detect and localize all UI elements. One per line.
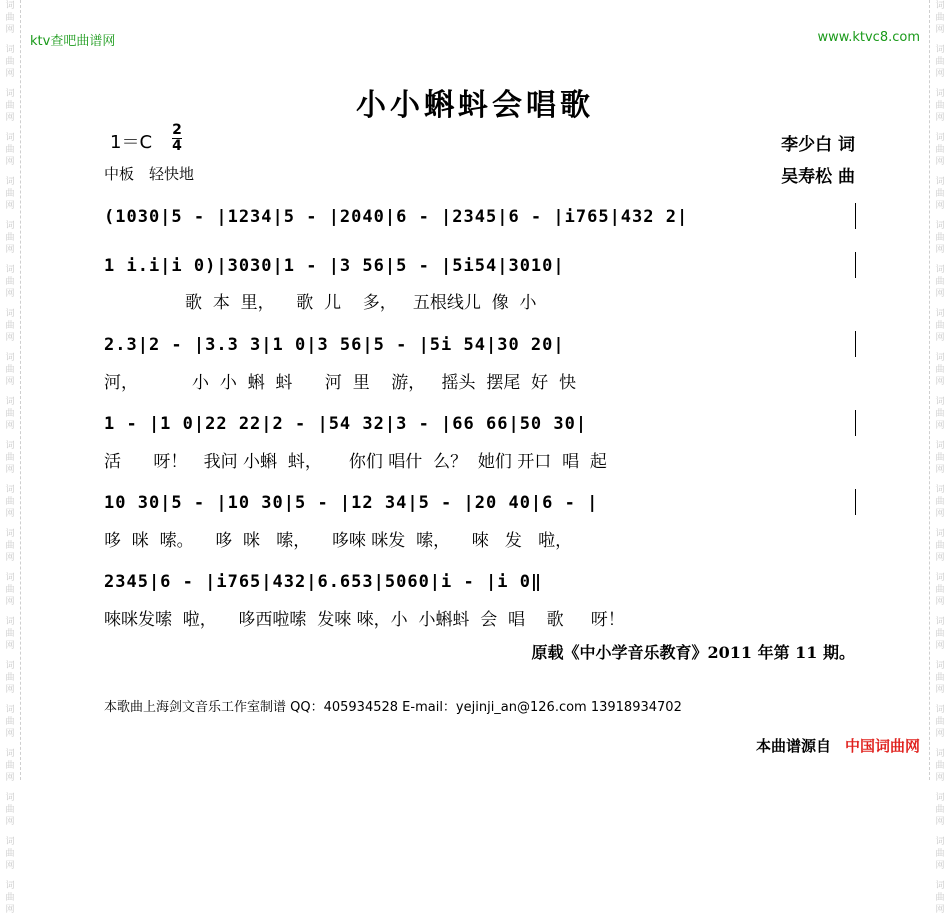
side-watermark-char: 网 [5,465,15,475]
side-watermark-char: 词 [935,45,945,55]
side-watermark-char: 网 [935,113,945,123]
side-watermark-char: 曲 [5,541,15,551]
side-watermark-char: 曲 [935,673,945,683]
side-watermark-char: 网 [935,421,945,431]
side-watermark-char: 曲 [935,365,945,375]
side-watermark-char: 词 [5,133,15,143]
side-watermark-char: 词 [5,793,15,803]
side-watermark-char: 词 [5,573,15,583]
side-watermark-char: 词 [935,837,945,847]
side-watermark-char: 曲 [935,409,945,419]
side-watermark-char: 词 [5,309,15,319]
bottom-source-site[interactable]: 中国词曲网 [844,737,920,755]
side-watermark-char: 曲 [5,893,15,903]
side-watermark-char: 词 [5,881,15,891]
side-watermark-char: 词 [5,177,15,187]
side-watermark-char: 曲 [5,849,15,859]
side-watermark-char: 曲 [5,409,15,419]
tempo-marking: 中板 轻快地 [104,165,195,183]
side-watermark-char: 曲 [935,893,945,903]
side-watermark-char: 词 [935,441,945,451]
side-watermark-char: 曲 [935,585,945,595]
watermark-right: www.ktvc8.com [817,30,920,45]
side-watermark-char: 词 [935,573,945,583]
side-watermark-char: 词 [935,397,945,407]
side-watermark-char: 曲 [5,321,15,331]
side-watermark-char: 词 [5,617,15,627]
side-watermark-char: 网 [935,377,945,387]
side-watermark-char: 曲 [935,761,945,771]
side-watermark-char: 曲 [935,717,945,727]
side-watermark-char: 网 [5,333,15,343]
side-watermark-char: 曲 [5,101,15,111]
side-watermark-char: 网 [5,157,15,167]
composer-credit: 吴寿松 曲 [781,167,855,187]
side-watermark-char: 词 [5,353,15,363]
side-watermark-char: 网 [5,201,15,211]
side-watermark-char: 曲 [5,717,15,727]
lyrics-row-3: 河， 小 小 蝌 蚪 河 里 游， 摇头 摆尾 好 快 [104,373,576,393]
side-watermark-char: 词 [5,89,15,99]
side-watermark-char: 词 [935,309,945,319]
side-watermark-char: 词 [935,177,945,187]
side-watermark-char: 曲 [935,541,945,551]
side-watermark-char: 词 [5,837,15,847]
side-watermark-char: 词 [935,89,945,99]
side-watermark-char: 曲 [935,233,945,243]
side-watermark-char: 词 [5,661,15,671]
side-watermark-char: 网 [935,817,945,827]
side-watermark-char: 词 [5,749,15,759]
song-title: 小小蝌蚪会唱歌 [356,88,594,123]
lyrics-row-6: 唻咪发嗦 啦， 哆西啦嗦 发唻 唻，小 小蝌蚪 会 唱 歌 呀！ [104,610,625,630]
side-watermark-char: 网 [5,377,15,387]
side-watermark-char: 曲 [935,849,945,859]
side-watermark-char: 词 [935,749,945,759]
notes-row-1: (1030|5 - |1234|5 - |2040|6 - |2345|6 - |i765|432 2| [104,207,689,227]
row-end-barline [855,489,856,515]
side-watermark-char: 网 [5,25,15,35]
notes-row-6: 2345|6 - |i765|432|6.653|5060|i - |i 0‖ [104,572,543,592]
side-watermark-char: 曲 [5,453,15,463]
side-watermark-char: 网 [935,201,945,211]
time-signature-bottom: 4 [172,138,182,154]
side-watermark-char: 网 [935,861,945,871]
side-watermark-char: 曲 [5,497,15,507]
side-watermark-char: 网 [5,421,15,431]
side-watermark-char: 网 [5,905,15,915]
watermark-left: ktv查吧曲谱网 [30,34,116,49]
side-watermark-char: 网 [935,69,945,79]
notes-row-3: 2.3|2 - |3.3 3|1 0|3 56|5 - |5i 54|30 20| [104,335,565,355]
side-watermark-char: 网 [935,773,945,783]
side-watermark-char: 曲 [935,453,945,463]
side-watermark-char: 网 [5,553,15,563]
side-watermark-char: 曲 [935,57,945,67]
side-watermark-char: 网 [935,597,945,607]
lyricist-credit: 李少白 词 [781,135,855,155]
side-watermark-char: 网 [935,553,945,563]
side-watermark-char: 词 [5,1,15,11]
side-watermark-char: 网 [5,289,15,299]
notes-row-5: 10 30|5 - |10 30|5 - |12 34|5 - |20 40|6 - | [104,493,599,513]
side-watermark-char: 词 [935,529,945,539]
side-watermark-char: 曲 [5,365,15,375]
side-watermark-char: 曲 [935,321,945,331]
lyrics-row-2: 歌 本 里， 歌 儿 多， 五根线儿 像 小 [104,293,537,313]
side-watermark-char: 网 [5,729,15,739]
side-watermark-char: 曲 [935,497,945,507]
side-watermark-char: 曲 [5,585,15,595]
lyrics-row-4: 活 呀！ 我问 小蝌 蚪， 你们 唱什 么？ 她们 开口 唱 起 [104,452,607,472]
row-end-barline [855,331,856,357]
side-watermark-char: 词 [935,793,945,803]
row-end-barline [855,203,856,229]
side-watermark-char: 网 [935,25,945,35]
side-watermark-char: 网 [935,685,945,695]
side-watermark-char: 网 [5,641,15,651]
side-watermark-char: 网 [5,773,15,783]
side-watermark-char: 曲 [5,761,15,771]
side-watermark-char: 网 [935,245,945,255]
side-watermark-char: 曲 [5,57,15,67]
side-watermark-char: 曲 [935,805,945,815]
side-watermark-char: 词 [5,397,15,407]
time-signature [172,124,182,153]
side-watermark-char: 网 [5,509,15,519]
side-watermark-char: 词 [935,617,945,627]
side-watermark-char: 词 [935,485,945,495]
side-watermark-char: 曲 [935,101,945,111]
side-watermark-char: 词 [935,265,945,275]
side-watermark-char: 网 [5,69,15,79]
time-signature-top: 2 [172,122,182,138]
side-watermark-char: 网 [5,817,15,827]
key-signature: 1＝C [110,132,153,153]
side-watermark-char: 词 [935,661,945,671]
side-watermark-char: 词 [5,705,15,715]
side-watermark-char: 曲 [5,673,15,683]
side-watermark-char: 词 [935,881,945,891]
side-watermark-char: 网 [5,685,15,695]
bottom-source [756,735,920,756]
row-end-barline [855,252,856,278]
side-watermark-char: 网 [5,597,15,607]
row-end-barline [855,410,856,436]
side-watermark-char: 词 [5,441,15,451]
side-watermark-char: 曲 [935,629,945,639]
side-watermark-char: 网 [935,509,945,519]
side-watermark-char: 曲 [5,189,15,199]
footer-contact: 本歌曲上海剑文音乐工作室制谱 QQ：405934528 E-mail：yejinji_an@126.com 13918934702 [104,700,682,715]
side-watermark-char: 词 [5,45,15,55]
side-watermark-char: 词 [5,221,15,231]
side-watermark-char: 词 [935,1,945,11]
side-watermark-char: 曲 [935,189,945,199]
side-watermark-char: 网 [935,465,945,475]
side-watermark-char: 曲 [5,629,15,639]
side-watermark-char: 网 [935,729,945,739]
side-watermark-char: 词 [5,485,15,495]
side-watermark-char: 网 [5,861,15,871]
source-note: 原载《中小学音乐教育》2011 年第 11 期。 [531,643,855,662]
side-watermark-char: 词 [935,705,945,715]
side-watermark-char: 网 [5,113,15,123]
side-watermark-char: 曲 [935,13,945,23]
notes-row-4: 1 - |1 0|22 22|2 - |54 32|3 - |66 66|50 30| [104,414,588,434]
side-watermark-char: 网 [935,157,945,167]
bottom-source-label: 本曲谱源自 [755,737,831,755]
side-watermark-char: 词 [935,221,945,231]
side-watermark-char: 曲 [5,13,15,23]
side-watermark-char: 网 [5,245,15,255]
side-watermark-char: 曲 [5,233,15,243]
side-watermark-char: 词 [935,133,945,143]
side-watermark-char: 词 [5,529,15,539]
lyrics-row-5: 哆 咪 嗦。 哆 咪 嗦， 哆唻 咪发 嗦， 唻 发 啦， [104,531,573,551]
side-watermark-char: 网 [935,641,945,651]
side-watermark-char: 词 [5,265,15,275]
side-watermark-char: 网 [935,289,945,299]
side-watermark-char: 曲 [5,277,15,287]
side-watermark-char: 曲 [5,145,15,155]
side-watermark-char: 曲 [5,805,15,815]
notes-row-2: 1 i.i|i 0)|3030|1 - |3 56|5 - |5i54|3010| [104,256,565,276]
side-watermark-char: 网 [935,333,945,343]
side-watermark-char: 曲 [935,277,945,287]
side-watermark-char: 网 [935,905,945,915]
side-watermark-char: 曲 [935,145,945,155]
side-watermark-char: 词 [935,353,945,363]
